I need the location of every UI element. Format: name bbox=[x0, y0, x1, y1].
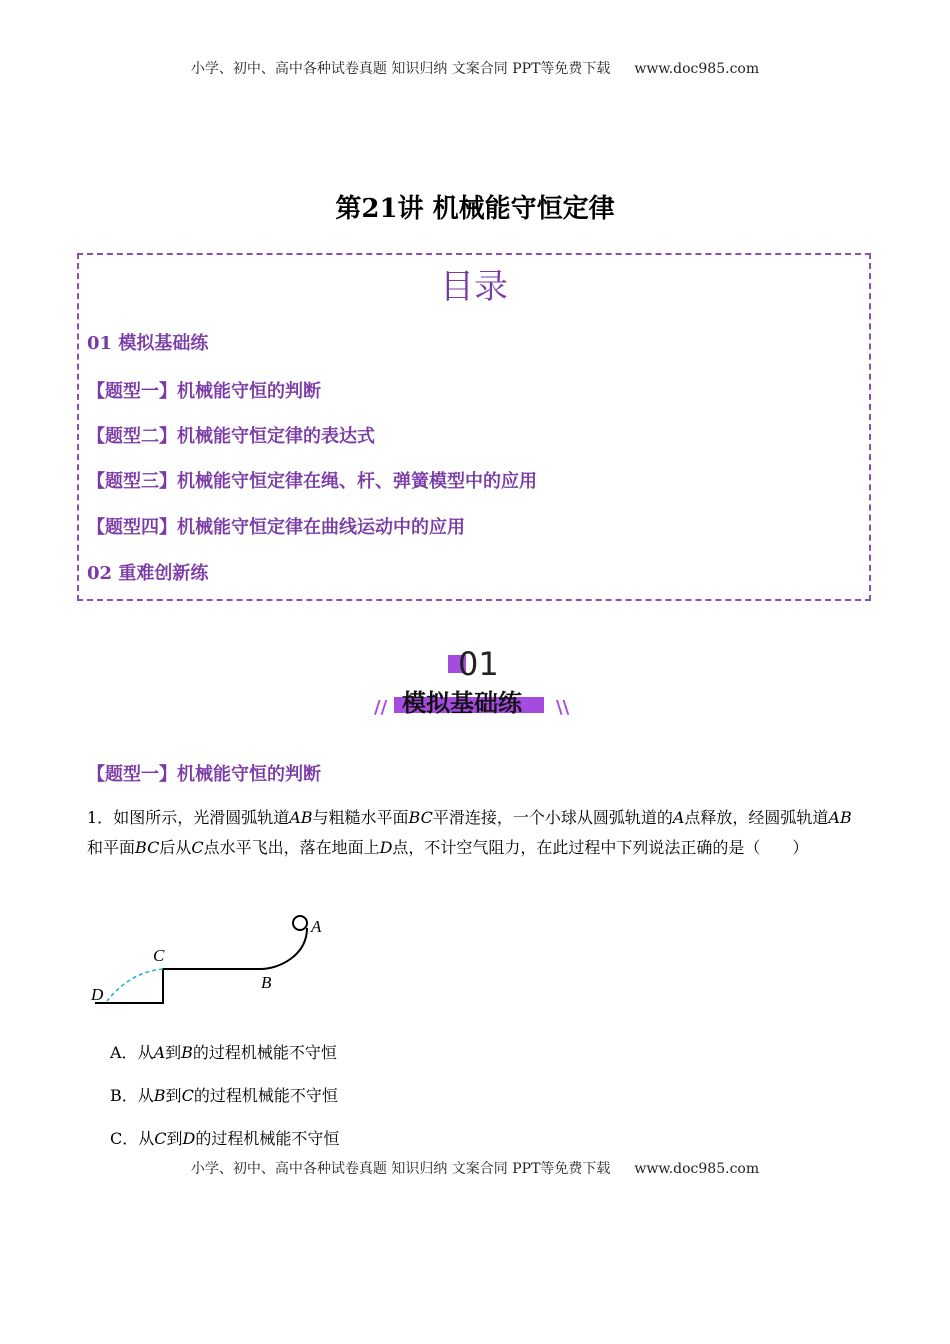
option-letter: C． bbox=[110, 1129, 139, 1148]
option-text: 从 bbox=[137, 1043, 154, 1062]
toc-item-type-3[interactable]: 【题型三】机械能守恒定律在绳、杆、弹簧模型中的应用 bbox=[87, 471, 537, 492]
question-text: 点水平飞出，落在地面上 bbox=[203, 838, 380, 857]
slash-left-decoration: // bbox=[374, 697, 388, 718]
question-text: 平滑连接，一个小球从圆弧轨道的 bbox=[432, 808, 673, 827]
option-var: D bbox=[182, 1129, 196, 1148]
page-title: 第21讲 机械能守恒定律 bbox=[335, 194, 615, 224]
track-path bbox=[95, 928, 307, 1003]
option-text: 的过程机械能不守恒 bbox=[195, 1129, 340, 1148]
header-text: 小学、初中、高中各种试卷真题 知识归纳 文案合同 PPT等免费下载 bbox=[190, 61, 611, 77]
var-bc: BC bbox=[135, 838, 160, 857]
var-ab: AB bbox=[828, 808, 852, 827]
toc-item-section-02[interactable]: 02 重难创新练 bbox=[87, 563, 209, 584]
label-c: C bbox=[153, 946, 165, 965]
toc-heading: 目录 bbox=[440, 267, 508, 307]
page-footer bbox=[0, 1158, 950, 1178]
option-text: 的过程机械能不守恒 bbox=[193, 1086, 338, 1105]
footer-url[interactable]: www.doc985.com bbox=[634, 1161, 760, 1177]
toc-item-type-4[interactable]: 【题型四】机械能守恒定律在曲线运动中的应用 bbox=[87, 517, 465, 538]
option-letter: B． bbox=[110, 1086, 138, 1105]
var-bc: BC bbox=[408, 808, 433, 827]
section-label: 模拟基础练 bbox=[402, 689, 522, 717]
toc-item-section-01[interactable]: 01 模拟基础练 bbox=[87, 333, 209, 354]
question-text: 点释放，经圆弧轨道 bbox=[684, 808, 829, 827]
var-a: A bbox=[672, 808, 685, 827]
option-text: 从 bbox=[138, 1129, 155, 1148]
option-text: 到 bbox=[165, 1086, 182, 1105]
slash-right-decoration: \\ bbox=[556, 697, 570, 718]
question-text: 与粗糙水平面 bbox=[312, 808, 409, 827]
option-letter: A． bbox=[110, 1043, 138, 1062]
option-b[interactable] bbox=[110, 1083, 338, 1106]
question-text: 点，不计空气阻力，在此过程中下列说法正确的是（ ） bbox=[392, 838, 809, 857]
label-d: D bbox=[91, 985, 104, 1004]
question-1 bbox=[87, 803, 867, 863]
header-url[interactable]: www.doc985.com bbox=[634, 61, 760, 77]
toc-item-type-2[interactable]: 【题型二】机械能守恒定律的表达式 bbox=[87, 426, 375, 447]
label-b: B bbox=[261, 973, 272, 992]
question-text: 如图所示，光滑圆弧轨道 bbox=[113, 808, 290, 827]
var-c: C bbox=[191, 838, 204, 857]
section-banner bbox=[370, 645, 580, 725]
option-text: 到 bbox=[166, 1129, 183, 1148]
option-a[interactable] bbox=[110, 1040, 337, 1063]
option-var: C bbox=[154, 1129, 167, 1148]
question-text: 后从 bbox=[159, 838, 192, 857]
option-text: 到 bbox=[165, 1043, 182, 1062]
question-type-heading: 【题型一】机械能守恒的判断 bbox=[87, 764, 321, 785]
table-of-contents bbox=[77, 253, 871, 601]
option-var: B bbox=[153, 1086, 166, 1105]
question-text: 和平面 bbox=[87, 838, 136, 857]
footer-text: 小学、初中、高中各种试卷真题 知识归纳 文案合同 PPT等免费下载 bbox=[190, 1161, 611, 1177]
option-var: C bbox=[181, 1086, 194, 1105]
section-number: 01 bbox=[458, 645, 499, 683]
option-text: 从 bbox=[137, 1086, 154, 1105]
var-d: D bbox=[379, 838, 393, 857]
var-ab: AB bbox=[289, 808, 313, 827]
question-number: 1． bbox=[87, 808, 114, 827]
option-var: A bbox=[153, 1043, 166, 1062]
track-diagram bbox=[85, 910, 345, 1010]
ball bbox=[293, 916, 307, 930]
trajectory-path bbox=[107, 969, 163, 1001]
page-header bbox=[0, 58, 950, 78]
toc-item-type-1[interactable]: 【题型一】机械能守恒的判断 bbox=[87, 381, 321, 402]
option-var: B bbox=[181, 1043, 193, 1062]
label-a: A bbox=[311, 917, 322, 936]
option-text: 的过程机械能不守恒 bbox=[192, 1043, 337, 1062]
option-c[interactable] bbox=[110, 1126, 339, 1149]
